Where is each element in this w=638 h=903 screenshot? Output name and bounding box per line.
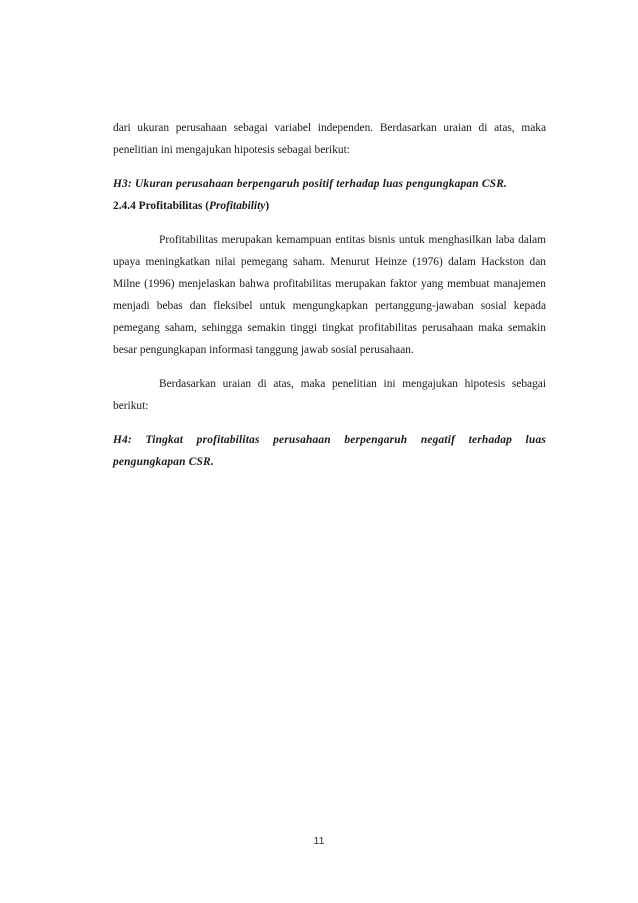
paragraph-profitabilitas: Profitabilitas merupakan kemampuan entitas bisnis untuk menghasilkan laba dalam upaya meningkatkan nilai pemegang saham. Menurut Heinze (1976) dalam Hackston dan Milne (1996) menjelaskan bahwa profitabilitas merupakan faktor yang membuat manajemen menjadi bebas dan fleksibel untuk mengungkapkan pertanggung-jawaban sosial kepada pemegang saham, sehingga semakin tinggi tingkat profitabilitas perusahaan maka semakin besar pengungkapan informasi tanggung jawab sosial perusahaan.: [113, 234, 546, 356]
paragraph-intro: dari ukuran perusahaan sebagai variabel independen. Berdasarkan uraian di atas, maka penelitian ini mengajukan hipotesis sebagai berikut:: [113, 122, 546, 156]
section-heading-italic: Profitability: [209, 200, 266, 212]
hypothesis-h3: H3: Ukuran perusahaan berpengaruh positif terhadap luas pengungkapan CSR.: [113, 178, 508, 190]
page-content: [113, 117, 546, 473]
section-heading-open: (: [202, 200, 209, 212]
hypothesis-h4: H4: Tingkat profitabilitas perusahaan berpengaruh negatif terhadap luas pengungkapan CSR.: [113, 434, 546, 468]
section-heading-number: 2.4.4 Profitabilitas: [113, 200, 203, 212]
section-heading-close: ): [265, 200, 270, 212]
section-heading: [113, 195, 546, 217]
page-number: 11: [313, 835, 325, 847]
paragraph-hipotesis-intro: Berdasarkan uraian di atas, maka penelitian ini mengajukan hipotesis sebagai berikut:: [113, 378, 546, 412]
